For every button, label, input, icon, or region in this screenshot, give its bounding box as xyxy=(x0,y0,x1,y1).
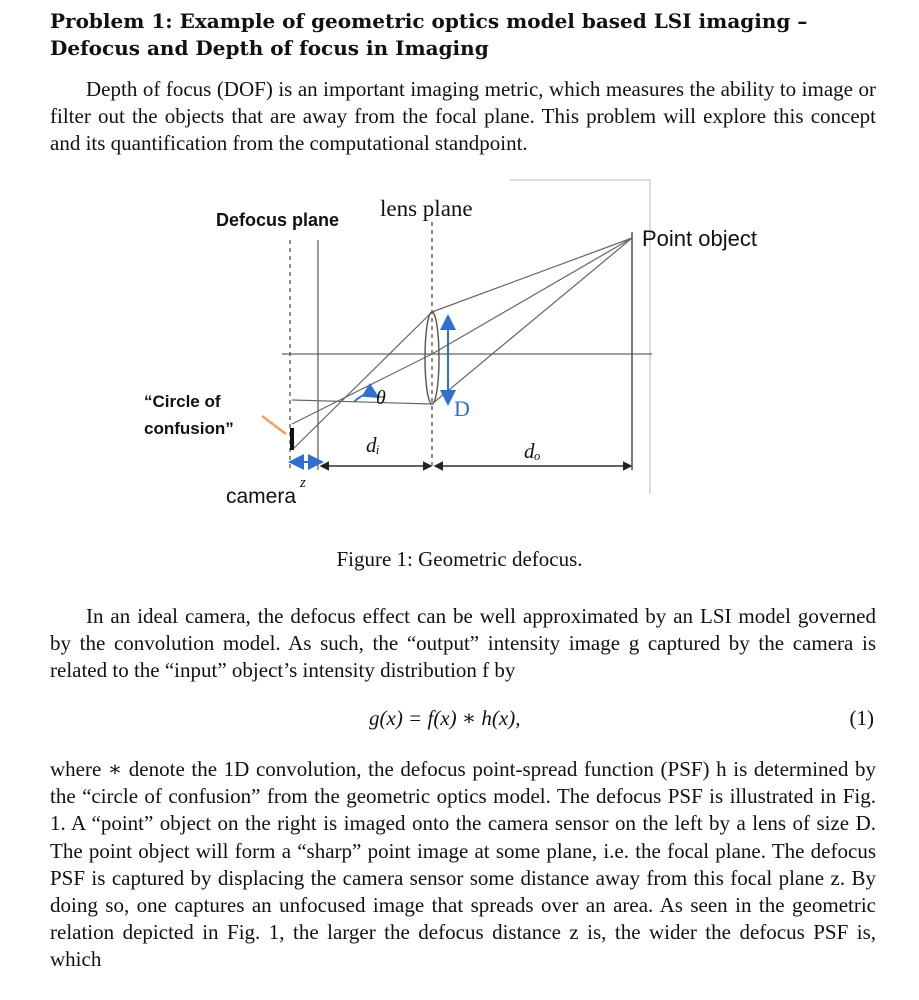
circle-of-confusion-label-1: “Circle of xyxy=(144,392,221,411)
convolution-equation xyxy=(0,706,919,736)
intro-paragraph: Depth of focus (DOF) is an important imaging metric, which measures the ability to image or filter out the objects that are away from the focal plane. This problem will explore this concept and its quantification from the computational standpoint. xyxy=(50,77,876,156)
equation-number: (1) xyxy=(849,706,874,730)
lens-size-label: D xyxy=(454,396,470,421)
defocus-diagram xyxy=(140,178,800,518)
ideal-camera-paragraph: In an ideal camera, the defocus effect can be well approximated by an LSI model governed by the convolution model. As such, the “output” intensity image g captured by the camera is related to the “input” object’s intensity distribution f by xyxy=(50,604,876,683)
defocus-figure xyxy=(140,178,800,518)
lens-plane-label: lens plane xyxy=(380,196,473,221)
object-distance-label: dₒ xyxy=(524,439,541,463)
defocus-distance-label: z xyxy=(300,475,306,491)
equation-expression: g(x) = f(x) ∗ h(x), xyxy=(369,706,521,730)
circle-of-confusion-label-2: confusion” xyxy=(144,419,234,438)
problem-heading: Problem 1: Example of geometric optics model based LSI imaging – Defocus and Depth of focus in Imaging xyxy=(50,9,808,60)
camera-label: camera xyxy=(226,485,297,508)
figure-caption: Figure 1: Geometric defocus. xyxy=(336,547,583,571)
theta-label: θ xyxy=(376,387,386,409)
image-distance-label: dᵢ xyxy=(366,433,380,457)
point-object-label: Point object xyxy=(642,226,757,251)
where-paragraph: where ∗ denote the 1D convolution, the defocus point-spread function (PSF) h is determined by the “circle of confusion” from the geometric optics model. The defocus PSF is illustrated in Fig. 1. A “point” object on the right is imaged onto the camera sensor on the left by a lens of size D. The point object will form a “sharp” point image at some plane, i.e. the focal plane. The defocus PSF is captured by displacing the camera sensor some distance away from this focal plane z. By doing so, one captures an unfocused image that spreads over an area. As seen in the geometric relation depicted in Fig. 1, the larger the defocus distance z is, the wider the defocus PSF is, which xyxy=(50,757,876,972)
confusion-pointer xyxy=(262,416,286,434)
defocus-plane-label: Defocus plane xyxy=(216,210,340,230)
theta-arc xyxy=(354,394,376,402)
